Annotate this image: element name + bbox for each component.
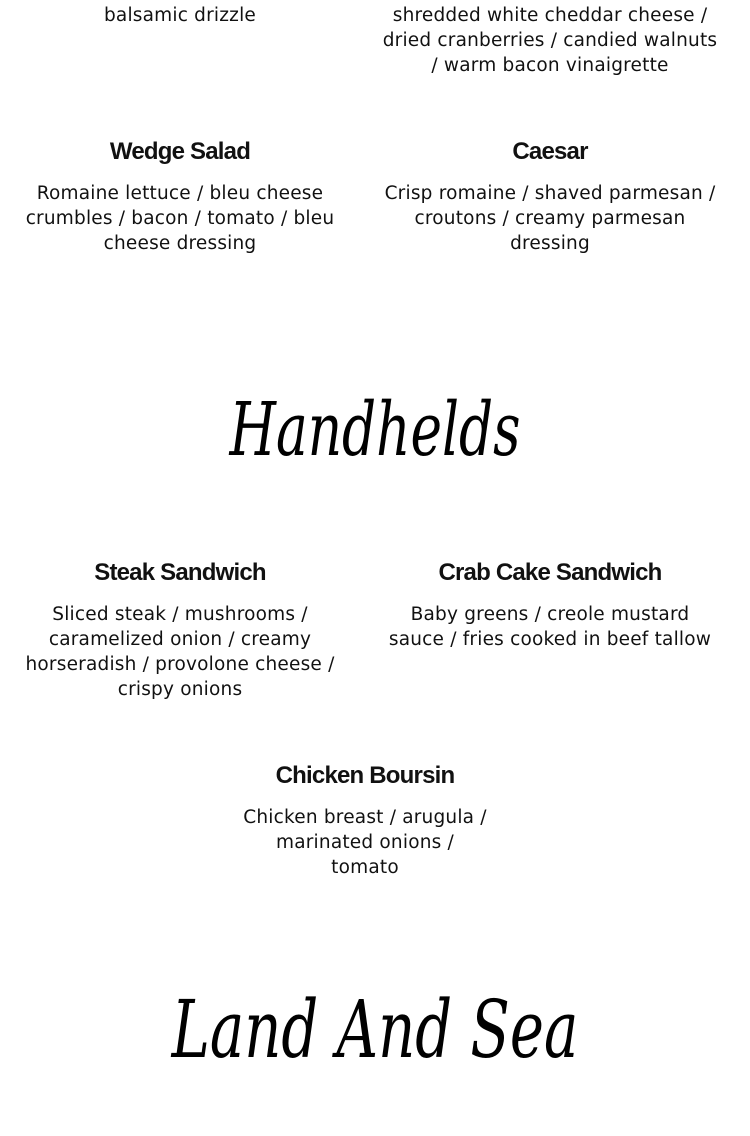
menu-item-title: Wedge Salad bbox=[109, 138, 251, 165]
menu-item-title: Caesar bbox=[512, 138, 588, 165]
menu-item-description: shredded white cheddar cheese / dried cranberries / candied walnuts / warm bacon vinaigrette bbox=[382, 5, 718, 76]
section-heading-handhelds: Handhelds bbox=[229, 387, 521, 473]
section-heading-land-and-sea: Land And Sea bbox=[171, 983, 579, 1076]
menu-item-chicken-boursin bbox=[200, 762, 530, 880]
menu-item-caesar bbox=[380, 138, 720, 256]
menu-item-description: Crisp romaine / shaved parmesan / croutons / creamy parmesan dressing bbox=[384, 183, 716, 254]
menu-item-description: Baby greens / creole mustard sauce / fries cooked in beef tallow bbox=[388, 604, 712, 650]
menu-item-partial-right bbox=[380, 3, 720, 78]
menu-item-wedge-salad bbox=[20, 138, 340, 256]
menu-item-description: Chicken breast / arugula / marinated onions / tomato bbox=[243, 807, 487, 878]
menu-item-description: balsamic drizzle bbox=[103, 5, 257, 26]
menu-item-partial-left bbox=[20, 3, 340, 28]
menu-item-description: Sliced steak / mushrooms / caramelized onion / creamy horseradish / provolone cheese / crispy onions bbox=[25, 604, 335, 700]
menu-item-title: Crab Cake Sandwich bbox=[438, 559, 662, 586]
menu-item-steak-sandwich bbox=[20, 559, 340, 702]
menu-item-title: Chicken Boursin bbox=[275, 762, 455, 789]
menu-item-description: Romaine lettuce / bleu cheese crumbles / bacon / tomato / bleu cheese dressing bbox=[25, 183, 335, 254]
menu-item-title: Steak Sandwich bbox=[94, 559, 266, 586]
menu-item-crab-cake-sandwich bbox=[380, 559, 720, 652]
